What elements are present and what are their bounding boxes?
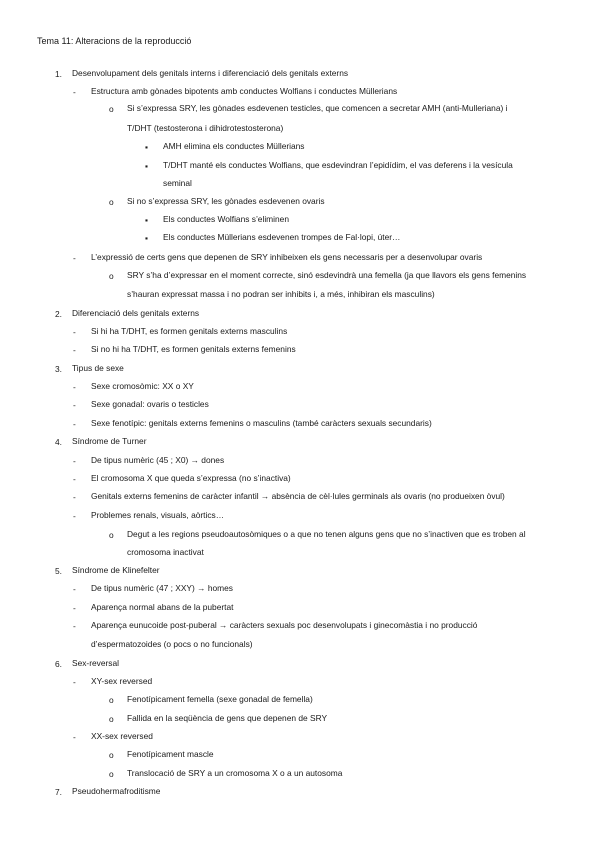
bullet-marker: - — [73, 419, 76, 429]
bullet-marker: - — [73, 621, 76, 631]
bullet-marker: o — [109, 750, 114, 760]
list-item-text: Estructura amb gònades bipotents amb conductes Wolfians i conductes Müllerians — [91, 86, 398, 96]
list-item-text: T/DHT (testosterona i dihidrotestosterona) — [127, 123, 284, 133]
list-item-text: seminal — [163, 178, 192, 188]
list-item-text: Si hi ha T/DHT, es formen genitals externs masculins — [91, 326, 288, 336]
list-item-text: Aparença eunucoide post-puberal → caràcters sexuals poc desenvolupats i ginecomàstia i no producció — [91, 620, 478, 630]
bullet-marker: o — [109, 714, 114, 724]
bullet-marker: o — [109, 695, 114, 705]
bullet-marker: ▪ — [145, 161, 148, 171]
list-number: 1. — [55, 69, 62, 79]
bullet-marker: - — [73, 677, 76, 687]
bullet-marker: ▪ — [145, 215, 148, 225]
bullet-marker: ▪ — [145, 142, 148, 152]
list-item-text: Sexe cromosòmic: XX o XY — [91, 381, 194, 391]
bullet-marker: ▪ — [145, 233, 148, 243]
section-heading: Síndrome de Klinefelter — [72, 565, 160, 575]
list-item-text: SRY s’ha d’expressar en el moment correcte, sinó esdevindrà una femella (ja que llavors els gens femenins — [127, 270, 527, 280]
bullet-marker: - — [73, 327, 76, 337]
bullet-marker: - — [73, 400, 76, 410]
list-item-text: Problemes renals, visuals, aòrtics… — [91, 510, 225, 520]
list-item-text: Fenotípicament femella (sexe gonadal de femella) — [127, 694, 313, 704]
bullet-marker: - — [73, 603, 76, 613]
list-item-text: De tipus numèric (47 ; XXY) → homes — [91, 583, 233, 593]
section-heading: Sex-reversal — [72, 658, 120, 668]
list-item-text: El cromosoma X que queda s’expressa (no s’inactiva) — [91, 473, 291, 483]
list-item-text: L’expressió de certs gens que depenen de SRY inhibeixen els gens necessaris per a desenvolupar ovaris — [91, 252, 483, 262]
list-item-text: Si no s’expressa SRY, les gònades esdevenen ovaris — [127, 196, 325, 206]
bullet-marker: - — [73, 253, 76, 263]
list-item-text: Si no hi ha T/DHT, es formen genitals externs femenins — [91, 344, 296, 354]
bullet-marker: - — [73, 474, 76, 484]
list-item-text: XY-sex reversed — [91, 676, 153, 686]
bullet-marker: - — [73, 511, 76, 521]
bullet-marker: o — [109, 530, 114, 540]
list-item-text: Fallida en la seqüència de gens que depenen de SRY — [127, 713, 328, 723]
bullet-marker: o — [109, 769, 114, 779]
list-item-text: Fenotípicament mascle — [127, 749, 214, 759]
bullet-marker: - — [73, 584, 76, 594]
list-number: 3. — [55, 364, 62, 374]
list-number: 6. — [55, 659, 62, 669]
bullet-marker: - — [73, 456, 76, 466]
list-item-text: cromosoma inactivat — [127, 547, 204, 557]
list-item-text: Sexe fenotípic: genitals externs femenins o masculins (també caràcters sexuals secundaris) — [91, 418, 432, 428]
bullet-marker: - — [73, 382, 76, 392]
list-item-text: AMH elimina els conductes Müllerians — [163, 141, 305, 151]
list-number: 2. — [55, 309, 62, 319]
bullet-marker: - — [73, 492, 76, 502]
bullet-marker: - — [73, 345, 76, 355]
section-heading: Diferenciació dels genitals externs — [72, 308, 200, 318]
bullet-marker: o — [109, 104, 114, 114]
document-title: Tema 11: Alteracions de la reproducció — [37, 36, 192, 46]
bullet-marker: o — [109, 271, 114, 281]
list-item-text: T/DHT manté els conductes Wolfians, que esdevindran l’epidídim, el vas deferens i la vesícula — [163, 160, 513, 170]
list-item-text: Sexe gonadal: ovaris o testicles — [91, 399, 209, 409]
section-heading: Síndrome de Turner — [72, 436, 147, 446]
list-item-text: Els conductes Wolfians s’eliminen — [163, 214, 289, 224]
list-item-text: Degut a les regions pseudoautosòmiques o a que no tenen alguns gens que no s’inactiven que es troben al — [127, 529, 526, 539]
section-heading: Pseudohermafroditisme — [72, 786, 161, 796]
list-number: 7. — [55, 787, 62, 797]
bullet-marker: - — [73, 87, 76, 97]
section-heading: Tipus de sexe — [72, 363, 124, 373]
list-item-text: d’espermatozoides (o pocs o no funcionals) — [91, 639, 253, 649]
bullet-marker: o — [109, 197, 114, 207]
bullet-marker: - — [73, 732, 76, 742]
list-item-text: De tipus numèric (45 ; X0) → dones — [91, 455, 225, 465]
list-number: 5. — [55, 566, 62, 576]
section-heading: Desenvolupament dels genitals interns i diferenciació dels genitals externs — [72, 68, 349, 78]
list-item-text: Translocació de SRY a un cromosoma X o a un autosoma — [127, 768, 343, 778]
list-item-text: XX-sex reversed — [91, 731, 153, 741]
list-item-text: Genitals externs femenins de caràcter infantil → absència de cèl·lules germinals als ovaris (no produeixen òvul) — [91, 491, 505, 501]
list-item-text: Els conductes Müllerians esdevenen trompes de Fal·lopi, úter… — [163, 232, 401, 242]
list-number: 4. — [55, 437, 62, 447]
list-item-text: Aparença normal abans de la pubertat — [91, 602, 234, 612]
list-item-text: Si s’expressa SRY, les gònades esdevenen testicles, que comencen a secretar AMH (anti-Mulleriana) i — [127, 103, 508, 113]
list-item-text: s’hauran expressat massa i no podran ser inhibits i, a més, inhibiran els masculins) — [127, 289, 435, 299]
